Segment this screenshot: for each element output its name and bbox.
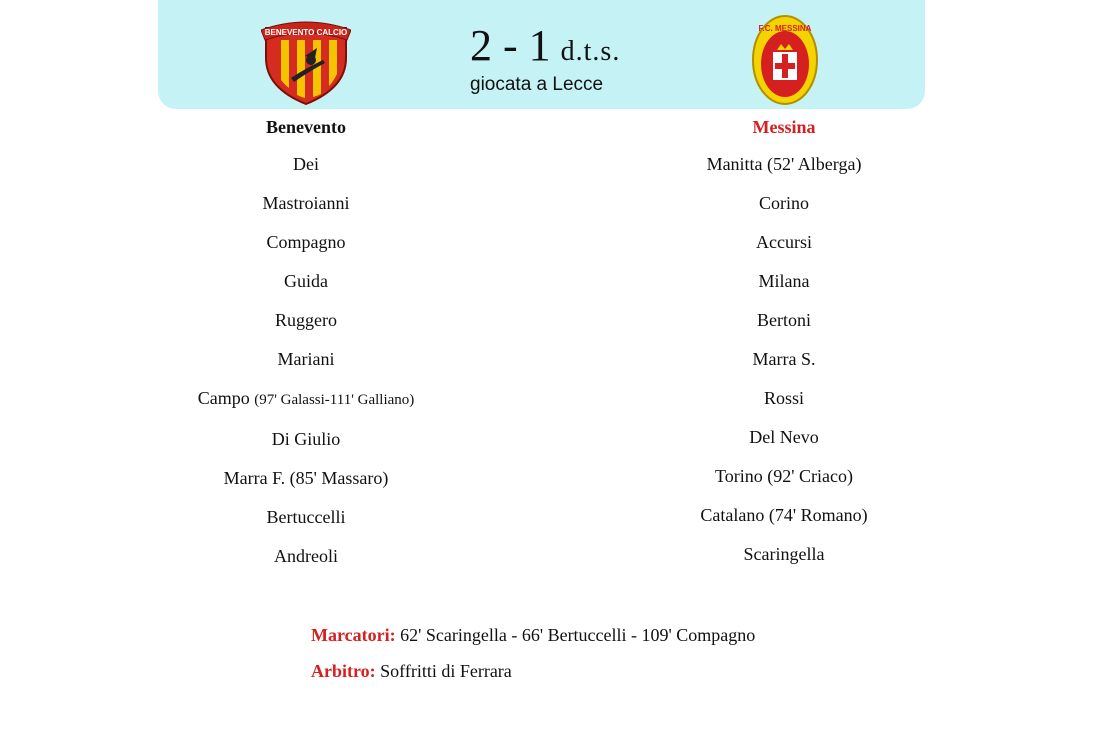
player-item: [191, 231, 421, 253]
player-name: Di Giulio: [271, 429, 341, 449]
referee-line: [311, 660, 512, 682]
player-name: Catalano (74' Romano): [700, 505, 868, 525]
player-item: [669, 192, 899, 214]
player-name: Scaringella: [743, 544, 825, 564]
player-name: Mastroianni: [262, 193, 350, 213]
player-item: [191, 428, 421, 450]
player-name: Del Nevo: [749, 427, 819, 447]
player-name: Ruggero: [275, 310, 337, 330]
scorers-line: [311, 624, 755, 646]
player-name: Marra F. (85' Massaro): [223, 468, 389, 488]
final-score: [470, 22, 620, 76]
player-item: [669, 465, 899, 487]
svg-text:F.C. MESSINA: F.C. MESSINA: [758, 24, 812, 33]
player-item: [669, 504, 899, 526]
player-item: [191, 506, 421, 528]
player-name: Manitta (52' Alberga): [706, 154, 862, 174]
away-team-name: Messina: [752, 117, 816, 137]
player-item: [191, 270, 421, 292]
score-value: 2 - 1: [470, 21, 551, 70]
scorers-value: 62' Scaringella - 66' Bertuccelli - 109' Compagno: [400, 625, 756, 645]
match-header: [158, 0, 925, 109]
player-item: [669, 231, 899, 253]
player-item: [669, 543, 899, 565]
player-name: Andreoli: [274, 546, 338, 566]
home-team-column: [191, 116, 421, 584]
player-name: Milana: [758, 271, 810, 291]
venue-label: giocata a Lecce: [470, 74, 604, 95]
player-item: [669, 309, 899, 331]
player-name: Corino: [758, 193, 809, 213]
player-name: Torino (92' Criaco): [715, 466, 853, 486]
extra-time-label: d.t.s.: [560, 36, 621, 67]
player-item: [191, 153, 421, 175]
scorers-label: Marcatori:: [311, 625, 396, 645]
player-item: [669, 426, 899, 448]
player-item: [191, 545, 421, 567]
player-name: Mariani: [277, 349, 335, 369]
player-item: [669, 153, 899, 175]
player-name: Rossi: [763, 388, 805, 408]
player-name: Guida: [284, 271, 328, 291]
player-name: Accursi: [756, 232, 812, 252]
player-item: [669, 270, 899, 292]
home-team-name: Benevento: [266, 117, 346, 137]
away-lineup: [669, 153, 899, 565]
referee-value: Soffritti di Ferrara: [380, 661, 512, 681]
player-name: Dei: [293, 154, 319, 174]
player-item: [191, 309, 421, 331]
player-substitution: (97' Galassi-111' Galliano): [254, 392, 415, 408]
player-item: [191, 387, 421, 411]
home-lineup: [191, 153, 421, 567]
player-item: [191, 348, 421, 370]
player-item: [669, 387, 899, 409]
player-item: [669, 348, 899, 370]
player-name: Bertoni: [757, 310, 811, 330]
player-item: [191, 467, 421, 489]
svg-text:BENEVENTO CALCIO: BENEVENTO CALCIO: [264, 28, 348, 37]
benevento-crest-icon: [261, 18, 351, 106]
player-name: Bertuccelli: [266, 507, 346, 527]
score-block: [470, 22, 620, 96]
player-name: Compagno: [266, 232, 346, 252]
player-item: [191, 192, 421, 214]
player-name: Campo: [197, 388, 250, 408]
away-team-column: [669, 116, 899, 582]
referee-label: Arbitro:: [311, 661, 376, 681]
messina-crest-icon: [752, 14, 818, 106]
player-name: Marra S.: [752, 349, 816, 369]
